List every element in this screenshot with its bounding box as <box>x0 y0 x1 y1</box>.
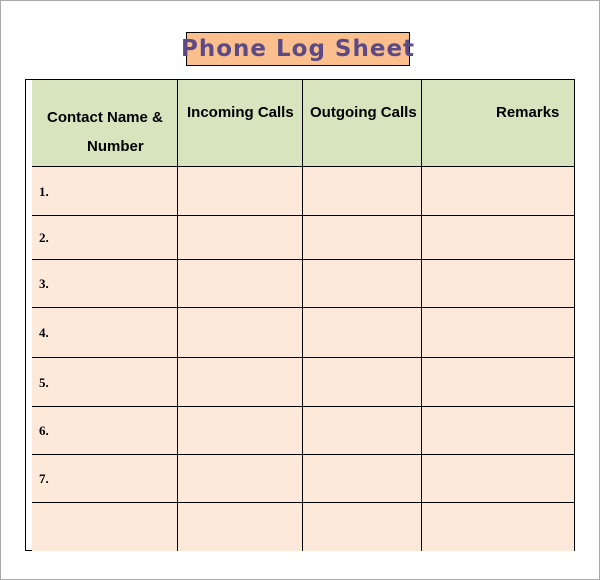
remarks-cell[interactable] <box>422 407 574 455</box>
outgoing-cell[interactable] <box>303 503 422 551</box>
remarks-cell[interactable] <box>422 308 574 358</box>
header-remarks-label: Remarks <box>496 104 560 121</box>
outgoing-cell[interactable] <box>303 358 422 407</box>
outgoing-cell[interactable] <box>303 216 422 260</box>
remarks-cell[interactable] <box>422 167 574 216</box>
header-contact <box>32 80 178 167</box>
contact-cell[interactable] <box>32 358 178 407</box>
header-remarks <box>422 80 574 167</box>
outgoing-cell[interactable] <box>303 407 422 455</box>
header-contact-line1: Contact Name & <box>47 109 163 126</box>
contact-cell[interactable] <box>32 455 178 503</box>
remarks-cell[interactable] <box>422 455 574 503</box>
incoming-cell[interactable] <box>178 503 303 551</box>
incoming-cell[interactable] <box>178 455 303 503</box>
incoming-cell[interactable] <box>178 308 303 358</box>
header-outgoing-label: Outgoing Calls <box>310 104 417 121</box>
contact-cell[interactable] <box>32 407 178 455</box>
remarks-cell[interactable] <box>422 260 574 308</box>
incoming-cell[interactable] <box>178 407 303 455</box>
header-outgoing <box>303 80 422 167</box>
header-incoming-label: Incoming Calls <box>187 104 294 121</box>
contact-cell[interactable] <box>32 308 178 358</box>
outgoing-cell[interactable] <box>303 308 422 358</box>
incoming-cell[interactable] <box>178 167 303 216</box>
page-title: Phone Log Sheet <box>186 32 410 66</box>
contact-cell[interactable] <box>32 167 178 216</box>
header-contact-line2: Number <box>87 138 144 155</box>
row-number: 1. <box>39 183 49 199</box>
incoming-cell[interactable] <box>178 358 303 407</box>
remarks-cell[interactable] <box>422 216 574 260</box>
row-number: 2. <box>39 230 49 245</box>
incoming-cell[interactable] <box>178 260 303 308</box>
header-incoming <box>178 80 303 167</box>
incoming-cell[interactable] <box>178 216 303 260</box>
contact-cell[interactable] <box>32 503 178 551</box>
outgoing-cell[interactable] <box>303 260 422 308</box>
row-number: 5. <box>39 374 49 390</box>
row-number: 3. <box>39 276 49 291</box>
phone-log-table <box>25 79 575 551</box>
row-number: 7. <box>39 471 49 486</box>
outgoing-cell[interactable] <box>303 167 422 216</box>
outgoing-cell[interactable] <box>303 455 422 503</box>
contact-cell[interactable] <box>32 260 178 308</box>
remarks-cell[interactable] <box>422 358 574 407</box>
row-number: 4. <box>39 325 49 340</box>
row-number: 6. <box>39 423 49 438</box>
contact-cell[interactable] <box>32 216 178 260</box>
remarks-cell[interactable] <box>422 503 574 551</box>
